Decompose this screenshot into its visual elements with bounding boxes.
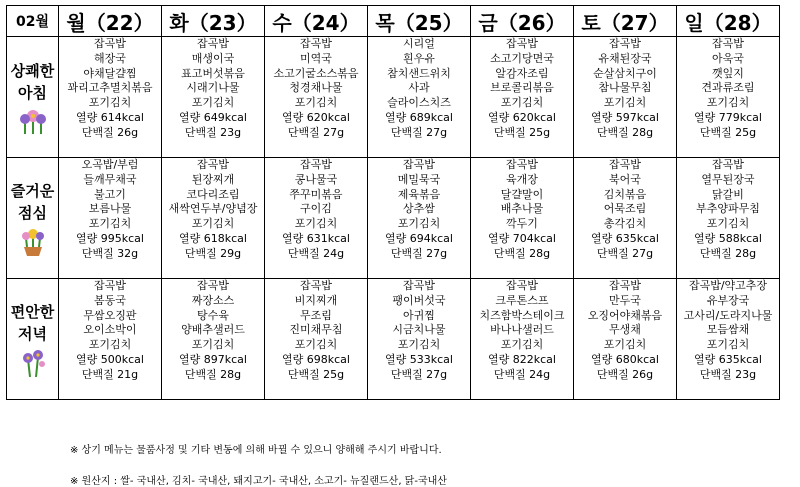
menu-item: 열무된장국: [701, 172, 755, 186]
menu-cell: [574, 37, 677, 158]
menu-item: 단백질 27g: [596, 246, 654, 260]
menu-item: 단백질 23g: [184, 125, 242, 139]
menu-item: 열량 704kcal: [488, 231, 556, 245]
menu-cell: [162, 37, 265, 158]
menu-item: 잡곡밥: [94, 37, 126, 50]
menu-item: 새싹연두부/양념장: [168, 202, 258, 216]
menu-item: 바나나샐러드: [490, 323, 554, 337]
menu-cell: [162, 279, 265, 400]
menu-item: 포기김치: [88, 96, 132, 110]
menu-item: 열량 620kcal: [488, 110, 556, 124]
menu-item: 열량 597kcal: [591, 110, 659, 124]
menu-item: 단백질 24g: [493, 367, 551, 381]
menu-cell: [471, 279, 574, 400]
menu-item: 열량 649kcal: [179, 110, 247, 124]
menu-item: 달걀말이: [500, 187, 544, 201]
menu-item: 잡곡밥: [403, 279, 435, 292]
menu-item: 단백질 27g: [390, 367, 448, 381]
menu-cell: [368, 158, 471, 279]
menu-item: 포기김치: [397, 217, 441, 231]
menu-cell: [677, 279, 780, 400]
menu-item: 들깨무채국: [83, 172, 137, 186]
header-row: [7, 6, 780, 37]
menu-item: 열량 618kcal: [179, 231, 247, 245]
menu-item: 청경채나물: [289, 81, 343, 95]
menu-item: 부추양파무침: [696, 202, 760, 216]
menu-item: 단백질 26g: [81, 125, 139, 139]
menu-item: 북어국: [609, 172, 641, 186]
menu-cell: [265, 37, 368, 158]
menu-item: 잡곡밥: [300, 37, 332, 50]
menu-item: 잡곡밥: [94, 279, 126, 292]
day-header: 토（27）: [574, 6, 677, 37]
menu-item: 포기김치: [706, 96, 750, 110]
menu-item: 오이소박이: [83, 323, 137, 337]
menu-item: 단백질 21g: [81, 367, 139, 381]
menu-item: 열량 631kcal: [282, 231, 350, 245]
menu-item: 포기김치: [88, 338, 132, 352]
menu-item: 표고버섯볶음: [181, 66, 245, 80]
menu-item: 콩나물국: [294, 172, 338, 186]
lunch-row: [7, 158, 780, 279]
menu-item: 단백질 25g: [493, 125, 551, 139]
menu-item: 단백질 27g: [390, 125, 448, 139]
menu-cell: [471, 158, 574, 279]
menu-item: 사과: [408, 81, 430, 95]
menu-item: 포기김치: [294, 96, 338, 110]
menu-item: 짜장소스: [191, 293, 235, 307]
menu-item: 시금치나물: [392, 323, 446, 337]
menu-item: 어묵조림: [603, 202, 647, 216]
menu-item: 무쌈오징판: [83, 308, 137, 322]
menu-item: 열량 822kcal: [488, 352, 556, 366]
menu-cell: [368, 37, 471, 158]
menu-item: 잡곡밥: [712, 158, 744, 171]
menu-item: 알감자조림: [495, 66, 549, 80]
menu-item: 양배추샐러드: [181, 323, 245, 337]
day-header: 수（24）: [265, 6, 368, 37]
menu-item: 잡곡밥: [197, 279, 229, 292]
meal-menu-table: [6, 5, 780, 400]
menu-item: 열량 680kcal: [591, 352, 659, 366]
menu-item: 잡곡밥: [609, 37, 641, 50]
menu-item: 포기김치: [706, 338, 750, 352]
menu-item: 열량 533kcal: [385, 352, 453, 366]
menu-cell: [59, 279, 162, 400]
menu-item: 단백질 23g: [699, 367, 757, 381]
menu-item: 포기김치: [500, 96, 544, 110]
menu-item: 봄동국: [94, 293, 126, 307]
menu-item: 깻잎지: [712, 66, 744, 80]
menu-item: 포기김치: [603, 338, 647, 352]
menu-item: 열량 635kcal: [591, 231, 659, 245]
menu-item: 미역국: [300, 51, 332, 65]
menu-item: 오곡밥/부럼: [81, 158, 139, 171]
dinner-row: [7, 279, 780, 400]
menu-item: 잡곡밥: [506, 279, 538, 292]
menu-item: 열량 779kcal: [694, 110, 762, 124]
menu-cell: [574, 279, 677, 400]
meal-label-line: 상쾌한: [10, 62, 55, 80]
menu-item: 단백질 29g: [184, 246, 242, 260]
menu-item: 잡곡밥: [197, 37, 229, 50]
menu-item: 열량 995kcal: [76, 231, 144, 245]
lunch-label: [7, 158, 59, 279]
menu-cell: [471, 37, 574, 158]
menu-item: 순살삼치구이: [593, 66, 657, 80]
meal-label-line: 점심: [18, 204, 47, 222]
menu-item: 잡곡밥: [506, 158, 538, 171]
menu-item: 진미채무침: [289, 323, 343, 337]
menu-item: 열량 694kcal: [385, 231, 453, 245]
menu-item: 잡곡밥: [197, 158, 229, 171]
menu-item: 단백질 25g: [287, 367, 345, 381]
menu-cell: [59, 37, 162, 158]
menu-item: 아욱국: [712, 51, 744, 65]
menu-item: 만두국: [609, 293, 641, 307]
menu-item: 시래기나물: [186, 81, 240, 95]
menu-item: 유채된장국: [598, 51, 652, 65]
menu-cell: [265, 279, 368, 400]
menu-item: 열량 689kcal: [385, 110, 453, 124]
menu-item: 제육볶음: [397, 187, 441, 201]
menu-item: 잡곡밥: [712, 37, 744, 50]
menu-item: 참치샌드위치: [387, 66, 451, 80]
menu-item: 메밀묵국: [397, 172, 441, 186]
menu-item: 잡곡밥: [300, 158, 332, 171]
menu-item: 구이김: [300, 202, 332, 216]
menu-item: 포기김치: [294, 217, 338, 231]
meal-label-line: 저녁: [18, 325, 47, 343]
menu-cell: [677, 158, 780, 279]
menu-item: 시리얼: [403, 37, 435, 50]
day-header: 월（22）: [59, 6, 162, 37]
menu-item: 매생이국: [191, 51, 235, 65]
menu-item: 슬라이스치즈: [387, 96, 451, 110]
menu-item: 단백질 24g: [287, 246, 345, 260]
menu-cell: [677, 37, 780, 158]
menu-item: 된장찌개: [191, 172, 235, 186]
menu-item: 포기김치: [500, 338, 544, 352]
menu-item: 꽈리고추멸치볶음: [67, 81, 153, 95]
menu-item: 비지찌개: [294, 293, 338, 307]
menu-cell: [368, 279, 471, 400]
menu-item: 열량 897kcal: [179, 352, 247, 366]
menu-item: 포기김치: [706, 217, 750, 231]
meal-label-line: 편안한: [10, 303, 55, 321]
menu-item: 참나물무침: [598, 81, 652, 95]
breakfast-row: [7, 37, 780, 158]
menu-item: 열량 614kcal: [76, 110, 144, 124]
menu-item: 잡곡밥: [300, 279, 332, 292]
menu-item: 크루톤스프: [495, 293, 549, 307]
menu-item: 팽이버섯국: [392, 293, 446, 307]
menu-item: 무조림: [300, 308, 332, 322]
menu-item: 소고기굴소스볶음: [273, 66, 359, 80]
menu-item: 열량 698kcal: [282, 352, 350, 366]
menu-item: 견과류조림: [701, 81, 755, 95]
menu-item: 불고기: [94, 187, 126, 201]
day-header: 일（28）: [677, 6, 780, 37]
menu-item: 포기김치: [191, 96, 235, 110]
menu-item: 보름나물: [88, 202, 132, 216]
menu-item: 모듬쌈채: [706, 323, 750, 337]
notice-text: ※ 상기 메뉴는 물품사정 및 기타 변동에 의해 바뀔 수 있으니 양해해 주시기 바랍니다.: [70, 445, 442, 456]
menu-item: 상추쌈: [403, 202, 435, 216]
menu-item: 배추나물: [500, 202, 544, 216]
menu-item: 포기김치: [88, 217, 132, 231]
menu-item: 포기김치: [603, 96, 647, 110]
menu-item: 잡곡밥: [609, 279, 641, 292]
menu-item: 포기김치: [397, 338, 441, 352]
menu-item: 단백질 28g: [596, 125, 654, 139]
menu-item: 고사리/도라지나물: [683, 308, 773, 322]
menu-item: 단백질 28g: [184, 367, 242, 381]
menu-item: 코다리조림: [186, 187, 240, 201]
menu-item: 치즈함박스테이크: [479, 308, 565, 322]
menu-item: 야채달걀찜: [83, 66, 137, 80]
menu-item: 탕수육: [197, 308, 229, 322]
menu-item: 단백질 25g: [699, 125, 757, 139]
menu-item: 흰우유: [403, 51, 435, 65]
menu-item: 단백질 26g: [596, 367, 654, 381]
menu-item: 무생채: [609, 323, 641, 337]
menu-item: 열량 500kcal: [76, 352, 144, 366]
menu-item: 잡곡밥/약고추장: [688, 279, 768, 292]
menu-cell: [59, 158, 162, 279]
day-header: 금（26）: [471, 6, 574, 37]
menu-item: 소고기당면국: [490, 51, 554, 65]
menu-item: 포기김치: [294, 338, 338, 352]
meal-label-line: 즐거운: [10, 182, 55, 200]
menu-item: 총각김치: [603, 217, 647, 231]
menu-cell: [162, 158, 265, 279]
menu-item: 포기김치: [191, 338, 235, 352]
meal-label-line: 아침: [18, 84, 47, 102]
menu-item: 깍두기: [506, 217, 538, 231]
day-header: 목（25）: [368, 6, 471, 37]
menu-cell: [574, 158, 677, 279]
menu-item: 닭갈비: [712, 187, 744, 201]
flower-pot-icon: [18, 228, 48, 256]
menu-item: 열량 588kcal: [694, 231, 762, 245]
menu-item: 해장국: [94, 51, 126, 65]
menu-item: 단백질 27g: [287, 125, 345, 139]
menu-item: 열량 635kcal: [694, 352, 762, 366]
menu-item: 육개장: [506, 172, 538, 186]
month-label: 02월: [7, 6, 59, 37]
menu-item: 아귀찜: [403, 308, 435, 322]
breakfast-label: [7, 37, 59, 158]
menu-item: 김치볶음: [603, 187, 647, 201]
menu-item: 단백질 32g: [81, 246, 139, 260]
menu-item: 오징어야채볶음: [587, 308, 663, 322]
flower-icon: [18, 108, 48, 134]
menu-item: 잡곡밥: [403, 158, 435, 171]
menu-item: 잡곡밥: [506, 37, 538, 50]
menu-item: 쭈꾸미볶음: [289, 187, 343, 201]
origin-text: ※ 원산지 : 쌀- 국내산, 김치- 국내산, 돼지고기- 국내산, 소고기- 뉴질랜드산, 닭-국내산: [70, 476, 447, 487]
menu-item: 브로콜리볶음: [490, 81, 554, 95]
menu-item: 유부장국: [706, 293, 750, 307]
menu-cell: [265, 158, 368, 279]
menu-item: 포기김치: [191, 217, 235, 231]
menu-item: 단백질 28g: [493, 246, 551, 260]
menu-item: 열량 620kcal: [282, 110, 350, 124]
menu-item: 잡곡밥: [609, 158, 641, 171]
menu-item: 단백질 28g: [699, 246, 757, 260]
flower-icon: [18, 349, 48, 377]
dinner-label: [7, 279, 59, 400]
menu-item: 단백질 27g: [390, 246, 448, 260]
day-header: 화（23）: [162, 6, 265, 37]
